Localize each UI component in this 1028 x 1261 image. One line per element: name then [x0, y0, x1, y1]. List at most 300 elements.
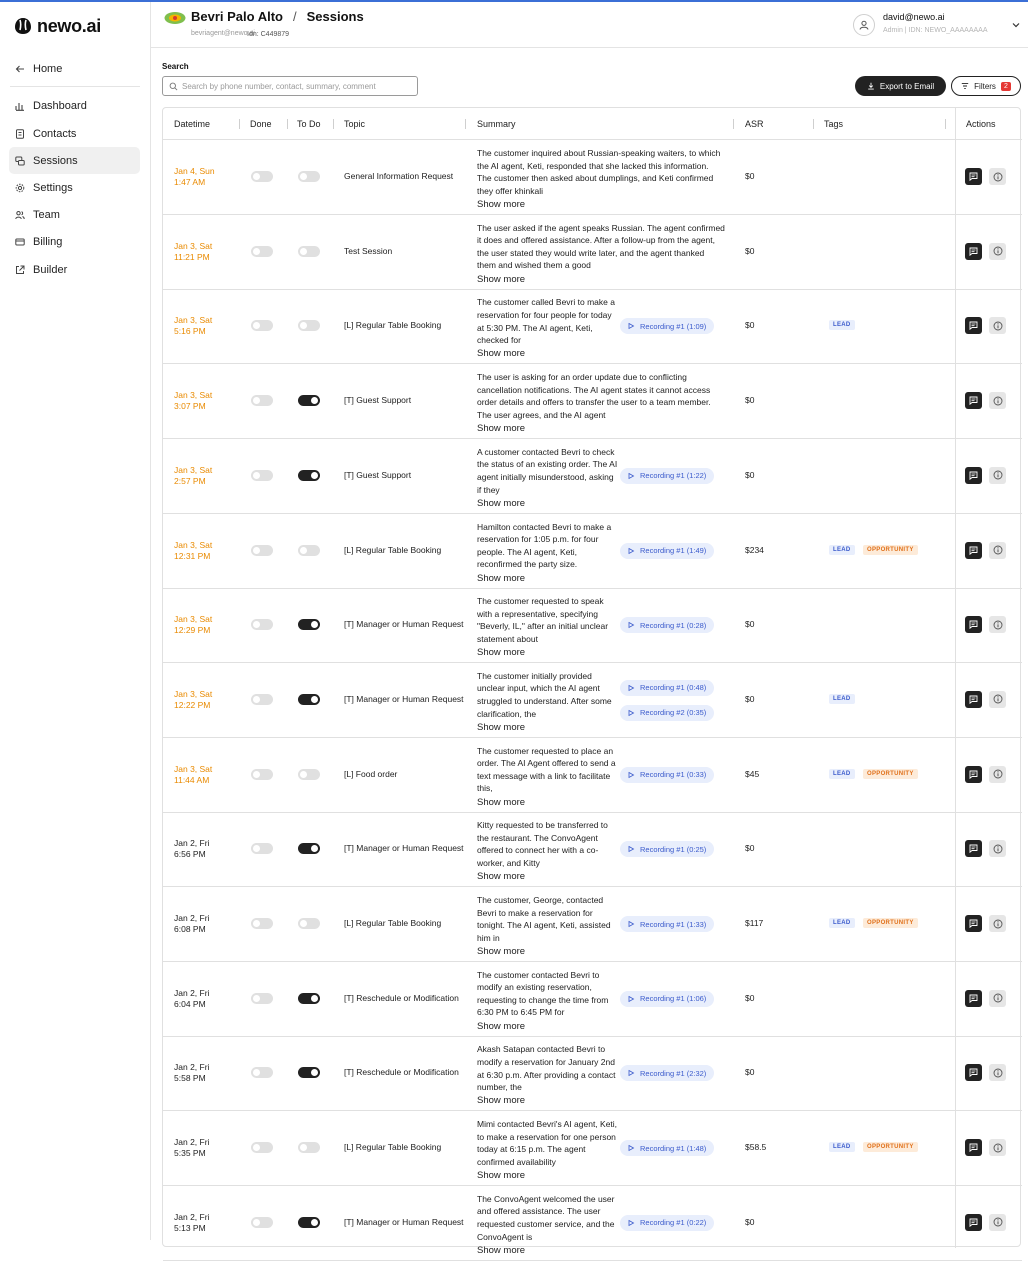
- show-more-link[interactable]: Show more: [477, 721, 526, 733]
- table-row[interactable]: [163, 663, 1022, 738]
- recording-label: Recording #1 (0:48): [640, 683, 707, 693]
- todo-toggle[interactable]: [298, 1217, 320, 1228]
- show-more-link[interactable]: Show more: [477, 1244, 526, 1256]
- table-row[interactable]: [163, 962, 1022, 1037]
- recording-label: Recording #1 (1:49): [640, 546, 707, 555]
- show-more-link[interactable]: Show more: [477, 348, 526, 360]
- table-row[interactable]: [163, 887, 1022, 962]
- brand-name: newo.ai: [37, 15, 101, 36]
- opportunity-tag: OPPORTUNITY: [863, 545, 918, 555]
- session-topic: [T] Manager or Human Request: [344, 1216, 464, 1227]
- session-datetime: [174, 390, 244, 412]
- column-header-topic[interactable]: Topic: [344, 119, 366, 129]
- session-asr: $117: [745, 918, 764, 928]
- table-row[interactable]: [163, 588, 1022, 663]
- info-icon: [993, 1143, 1003, 1153]
- message-icon: [969, 1143, 978, 1152]
- filters-count-badge: 2: [1001, 82, 1011, 91]
- session-summary: Hamilton contacted Bevri to make a reservation for 1:05 p.m. for four people. The AI agent, Keti, reconfirmed the party size.: [477, 521, 612, 570]
- session-info-button[interactable]: [989, 168, 1006, 185]
- play-icon: [628, 1070, 634, 1076]
- recording-label: Recording #1 (1:33): [640, 919, 707, 929]
- table-header: [163, 108, 1022, 140]
- session-topic: [L] Regular Table Booking: [344, 320, 442, 331]
- message-icon: [969, 172, 978, 181]
- session-topic: [L] Regular Table Booking: [344, 918, 442, 928]
- show-more-link[interactable]: Show more: [477, 1095, 526, 1107]
- done-toggle[interactable]: [251, 694, 273, 705]
- session-date: Jan 3, Sat: [174, 539, 213, 550]
- session-time: 6:04 PM: [174, 998, 206, 1009]
- recording-button[interactable]: [620, 680, 714, 696]
- open-transcript-button[interactable]: [965, 915, 982, 932]
- table-row[interactable]: [163, 289, 1022, 364]
- column-divider[interactable]: [465, 119, 466, 129]
- session-topic: [L] Regular Table Booking: [344, 1142, 442, 1153]
- sidebar-item-contacts[interactable]: [9, 120, 140, 147]
- sidebar-item-team[interactable]: [9, 201, 140, 228]
- session-topic: [T] Manager or Human Request: [344, 843, 464, 854]
- session-info-button[interactable]: [989, 691, 1006, 708]
- todo-toggle[interactable]: [298, 918, 320, 929]
- info-icon: [993, 993, 1003, 1003]
- open-transcript-button[interactable]: [965, 616, 982, 633]
- open-transcript-button[interactable]: [965, 1214, 982, 1231]
- session-summary: The user asked if the agent speaks Russian. The agent confirmed it does and offered assistance. After a follow-up from the agent, the user stated they would write later, and the agent thanked them and wished them a good: [477, 222, 725, 271]
- session-asr: $0: [745, 843, 755, 854]
- recording-button[interactable]: [620, 617, 714, 633]
- search-icon: [169, 82, 178, 91]
- session-summary: The customer inquired about Russian-speaking waiters, to which the AI agent, Keti, responded that she lacked this information. The customer then asked about dumplings, and Keti confirmed they offer khinkali: [477, 148, 721, 196]
- session-info-button[interactable]: [989, 542, 1006, 559]
- session-time: 12:29 PM: [174, 625, 211, 636]
- logo[interactable]: [14, 16, 101, 36]
- table-row[interactable]: [163, 514, 1022, 589]
- session-datetime: [174, 166, 244, 188]
- message-icon: [969, 919, 978, 928]
- message-icon: [969, 1218, 978, 1227]
- session-asr: $0: [745, 619, 755, 630]
- table-row[interactable]: [163, 812, 1022, 887]
- session-datetime: [174, 315, 244, 337]
- message-icon: [969, 546, 978, 555]
- recording-button[interactable]: [620, 841, 714, 857]
- lead-tag: LEAD: [829, 694, 855, 704]
- column-header-summary[interactable]: Summary: [477, 119, 516, 129]
- session-summary: Akash Satapan contacted Bevri to modify a reservation for January 2nd at 6:30 p.m. After providing a contact number, the: [477, 1044, 616, 1093]
- session-topic: [T] Manager or Human Request: [344, 693, 464, 704]
- session-time: 5:16 PM: [174, 326, 206, 337]
- play-icon: [628, 846, 634, 852]
- session-topic: [L] Regular Table Booking: [344, 544, 442, 555]
- filter-icon: [961, 82, 969, 90]
- column-divider[interactable]: [813, 119, 814, 129]
- open-transcript-button[interactable]: [965, 1064, 982, 1081]
- todo-toggle[interactable]: [298, 470, 320, 481]
- info-icon: [993, 620, 1003, 630]
- session-time: 12:31 PM: [174, 550, 211, 561]
- open-transcript-button[interactable]: [965, 392, 982, 409]
- table-row[interactable]: [163, 364, 1022, 439]
- open-transcript-button[interactable]: [965, 840, 982, 857]
- session-datetime: [174, 689, 244, 711]
- column-divider[interactable]: [945, 119, 946, 129]
- session-time: 5:58 PM: [174, 1073, 206, 1084]
- done-toggle[interactable]: [251, 1142, 273, 1153]
- open-transcript-button[interactable]: [965, 317, 982, 334]
- session-datetime: [174, 764, 244, 786]
- done-toggle[interactable]: [251, 320, 273, 331]
- message-icon: [969, 620, 978, 629]
- play-icon: [628, 323, 634, 329]
- session-info-button[interactable]: [989, 1064, 1006, 1081]
- show-more-link[interactable]: Show more: [477, 1020, 526, 1032]
- session-time: 11:44 AM: [174, 774, 210, 785]
- session-asr: $0: [745, 992, 755, 1003]
- session-info-button[interactable]: [989, 467, 1006, 484]
- play-icon: [628, 1220, 634, 1226]
- done-toggle[interactable]: [251, 1217, 273, 1228]
- session-datetime: [174, 540, 244, 562]
- show-more-link[interactable]: Show more: [477, 946, 526, 957]
- recording-button[interactable]: [620, 1215, 714, 1231]
- todo-toggle[interactable]: [298, 320, 320, 331]
- done-toggle[interactable]: [251, 545, 273, 556]
- column-header-done[interactable]: Done: [250, 119, 272, 129]
- session-date: Jan 3, Sat: [174, 614, 213, 625]
- column-divider[interactable]: [239, 119, 240, 129]
- todo-toggle[interactable]: [298, 619, 320, 630]
- show-more-link[interactable]: Show more: [477, 497, 526, 509]
- session-datetime: [174, 913, 244, 935]
- session-time: 1:47 AM: [174, 177, 206, 187]
- session-date: Jan 2, Fri: [174, 1211, 210, 1222]
- info-icon: [993, 1068, 1003, 1078]
- done-toggle[interactable]: [251, 470, 273, 481]
- session-date: Jan 2, Fri: [174, 1062, 210, 1073]
- gear-icon: [15, 183, 25, 193]
- play-icon: [628, 921, 634, 927]
- table-row[interactable]: [163, 1036, 1022, 1111]
- export-label: Export to Email: [879, 81, 935, 91]
- sessions-icon: [15, 156, 25, 166]
- breadcrumb-org[interactable]: Bevri Palo Alto: [191, 9, 283, 24]
- session-summary: The user is asking for an order update due to conflicting cancellation notifications. The AI agent states it cannot access order details and offers to transfer the user to a team member. The user agrees, and the AI agent: [477, 372, 711, 420]
- sidebar-item-billing[interactable]: [9, 228, 140, 255]
- download-icon: [867, 82, 875, 90]
- nav-home[interactable]: [9, 55, 140, 82]
- todo-toggle[interactable]: [298, 171, 320, 182]
- table-row[interactable]: [163, 215, 1022, 290]
- session-date: Jan 3, Sat: [174, 390, 213, 401]
- session-date: Jan 2, Fri: [174, 987, 210, 998]
- session-asr: $234: [745, 544, 764, 555]
- session-datetime: [174, 838, 244, 860]
- message-icon: [969, 471, 978, 480]
- recording-button[interactable]: [620, 767, 714, 783]
- play-icon: [628, 1145, 634, 1151]
- play-icon: [628, 622, 634, 628]
- table-row[interactable]: [163, 1111, 1022, 1186]
- recording-button[interactable]: [620, 916, 714, 932]
- sidebar-item-label: Settings: [33, 181, 73, 194]
- session-asr: $0: [745, 469, 755, 480]
- sessions-table: [162, 107, 1021, 1256]
- message-icon: [969, 844, 978, 853]
- sidebar-item-dashboard[interactable]: [9, 92, 140, 119]
- session-topic: [T] Guest Support: [344, 395, 412, 406]
- session-info-button[interactable]: [989, 243, 1006, 260]
- session-asr: $0: [745, 171, 755, 181]
- session-info-button[interactable]: [989, 1139, 1006, 1156]
- info-icon: [993, 919, 1003, 929]
- todo-toggle[interactable]: [298, 694, 320, 705]
- session-time: 12:22 PM: [174, 699, 211, 710]
- session-asr: $58.5: [745, 1142, 767, 1153]
- session-date: Jan 3, Sat: [174, 315, 213, 326]
- chevron-down-icon[interactable]: [1011, 17, 1021, 27]
- session-date: Jan 3, Sat: [174, 688, 213, 699]
- lead-tag: LEAD: [829, 545, 855, 555]
- play-icon: [628, 772, 634, 778]
- session-info-button[interactable]: [989, 616, 1006, 633]
- todo-toggle[interactable]: [298, 1142, 320, 1153]
- lead-tag: LEAD: [829, 769, 855, 779]
- show-more-link[interactable]: Show more: [477, 796, 526, 808]
- done-toggle[interactable]: [251, 619, 273, 630]
- session-summary: The customer requested to place an order. The AI Agent offered to send a text message with a link to facilitate this,: [477, 745, 616, 794]
- filters-button[interactable]: [951, 76, 1021, 96]
- session-time: 5:35 PM: [174, 1148, 206, 1159]
- session-info-button[interactable]: [989, 915, 1006, 932]
- session-info-button[interactable]: [989, 840, 1006, 857]
- filters-label: Filters: [974, 81, 996, 91]
- recording-button[interactable]: [620, 543, 714, 559]
- session-summary: Mimi contacted Bevri's AI agent, Keti, to make a reservation for one person today at 6:15 p.m. The agent confirmed availability: [477, 1119, 618, 1167]
- agent-email: bevriagent@newo.ai: [191, 30, 255, 37]
- done-toggle[interactable]: [251, 395, 273, 406]
- session-datetime: [174, 988, 244, 1010]
- play-icon: [628, 710, 634, 716]
- session-info-button[interactable]: [989, 766, 1006, 783]
- column-divider[interactable]: [287, 119, 288, 129]
- todo-toggle[interactable]: [298, 545, 320, 556]
- session-asr: $45: [745, 768, 760, 779]
- session-summary: The customer contacted Bevri to modify an existing reservation, requesting to change the time from 6:30 PM to 6:45 PM for: [477, 969, 609, 1018]
- search-label: Search: [162, 62, 189, 71]
- message-icon: [969, 1068, 978, 1077]
- show-more-link[interactable]: Show more: [477, 572, 526, 584]
- session-date: Jan 3, Sat: [174, 240, 213, 251]
- message-icon: [969, 695, 978, 704]
- column-header-todo[interactable]: To Do: [297, 119, 321, 129]
- session-info-button[interactable]: [989, 990, 1006, 1007]
- search-input[interactable]: [182, 82, 402, 91]
- done-toggle[interactable]: [251, 843, 273, 854]
- opportunity-tag: OPPORTUNITY: [863, 918, 918, 928]
- session-topic: [T] Reschedule or Modification: [344, 992, 459, 1003]
- open-transcript-button[interactable]: [965, 542, 982, 559]
- session-time: 6:56 PM: [174, 849, 206, 860]
- org-avatar-icon: [164, 11, 186, 25]
- breadcrumb-separator: /: [292, 9, 297, 24]
- dashboard-icon: [15, 101, 25, 111]
- arrow-left-icon: [15, 64, 25, 74]
- done-toggle[interactable]: [251, 1067, 273, 1078]
- lead-tag: LEAD: [829, 320, 855, 330]
- done-toggle[interactable]: [251, 918, 273, 929]
- recording-button[interactable]: [620, 1140, 714, 1156]
- recording-label: Recording #1 (0:25): [640, 844, 707, 854]
- breadcrumb: [191, 9, 364, 24]
- session-asr: $0: [745, 693, 755, 704]
- message-icon: [969, 321, 978, 330]
- session-summary: The ConvoAgent welcomed the user and offered assistance. The user requested customer service, and the ConvoAgent is: [477, 1193, 615, 1242]
- recording-button[interactable]: [620, 318, 714, 334]
- open-transcript-button[interactable]: [965, 990, 982, 1007]
- done-toggle[interactable]: [251, 769, 273, 780]
- session-summary: The customer requested to speak with a representative, specifying "Beverly, IL," after an initial unclear statement about: [477, 596, 609, 644]
- open-transcript-button[interactable]: [965, 243, 982, 260]
- nav-home-label: Home: [33, 62, 63, 75]
- todo-toggle[interactable]: [298, 246, 320, 257]
- done-toggle[interactable]: [251, 993, 273, 1004]
- session-date: Jan 2, Fri: [174, 913, 210, 923]
- open-transcript-button[interactable]: [965, 168, 982, 185]
- table-row[interactable]: [163, 1186, 1022, 1261]
- recording-label: Recording #1 (0:22): [640, 1218, 707, 1228]
- recording-label: Recording #1 (1:06): [640, 994, 707, 1004]
- info-icon: [993, 246, 1003, 256]
- recording-button[interactable]: [620, 991, 714, 1007]
- search-field[interactable]: [162, 76, 418, 96]
- session-date: Jan 2, Fri: [174, 1137, 210, 1148]
- session-date: Jan 4, Sun: [174, 166, 215, 176]
- info-icon: [993, 694, 1003, 704]
- done-toggle[interactable]: [251, 246, 273, 257]
- show-more-link[interactable]: Show more: [477, 647, 526, 659]
- session-asr: $0: [745, 1067, 755, 1078]
- recording-label: Recording #1 (0:33): [640, 770, 707, 780]
- show-more-link[interactable]: Show more: [477, 423, 526, 435]
- info-icon: [993, 470, 1003, 480]
- message-icon: [969, 396, 978, 405]
- todo-toggle[interactable]: [298, 1067, 320, 1078]
- sidebar-item-label: Team: [33, 208, 60, 221]
- play-icon: [628, 473, 634, 479]
- session-topic: [T] Reschedule or Modification: [344, 1067, 459, 1078]
- session-datetime: [174, 1062, 244, 1084]
- billing-icon: [15, 237, 25, 247]
- sidebar-divider: [10, 86, 140, 87]
- export-to-email-button[interactable]: [855, 76, 946, 96]
- open-transcript-button[interactable]: [965, 1139, 982, 1156]
- sidebar-item-sessions[interactable]: [9, 147, 140, 174]
- todo-toggle[interactable]: [298, 843, 320, 854]
- column-divider[interactable]: [733, 119, 734, 129]
- recording-button[interactable]: [620, 705, 714, 721]
- table-row[interactable]: [163, 140, 1022, 215]
- session-info-button[interactable]: [989, 317, 1006, 334]
- page-header: [151, 2, 1028, 48]
- column-header-asr[interactable]: ASR: [745, 119, 764, 129]
- session-summary: The customer called Bevri to make a reservation for four people for today at 5:30 PM. The AI agent, Keti, checked for: [477, 297, 615, 346]
- sidebar-item-settings[interactable]: [9, 174, 140, 201]
- done-toggle[interactable]: [251, 171, 273, 182]
- recording-button[interactable]: [620, 468, 714, 484]
- todo-toggle[interactable]: [298, 769, 320, 780]
- session-time: 3:07 PM: [174, 401, 206, 412]
- newo-logo-icon: [14, 17, 32, 35]
- todo-toggle[interactable]: [298, 395, 320, 406]
- recording-label: Recording #1 (1:09): [640, 321, 707, 331]
- message-icon: [969, 770, 978, 779]
- column-header-tags[interactable]: Tags: [824, 119, 844, 129]
- table-row[interactable]: [163, 738, 1022, 813]
- recording-label: Recording #1 (0:28): [640, 620, 707, 630]
- session-datetime: [174, 1212, 244, 1234]
- session-topic: [T] Manager or Human Request: [344, 619, 464, 630]
- session-asr: $0: [745, 320, 755, 331]
- session-asr: $0: [745, 395, 755, 406]
- session-datetime: [174, 1137, 244, 1159]
- show-more-link[interactable]: Show more: [477, 871, 526, 883]
- contacts-icon: [15, 129, 25, 139]
- show-more-link[interactable]: Show more: [477, 199, 526, 210]
- session-summary: The customer initially provided unclear input, which the AI agent struggled to understand. After some clarification, the: [477, 670, 612, 719]
- session-date: Jan 3, Sat: [174, 763, 213, 774]
- sidebar-item-label: Billing: [33, 235, 63, 248]
- user-role: Admin | IDN: NEWO_AAAAAAAA: [883, 27, 988, 34]
- session-info-button[interactable]: [989, 392, 1006, 409]
- open-transcript-button[interactable]: [965, 766, 982, 783]
- info-icon: [993, 769, 1003, 779]
- open-transcript-button[interactable]: [965, 691, 982, 708]
- column-header-datetime[interactable]: Datetime: [174, 119, 211, 129]
- show-more-link[interactable]: Show more: [477, 1170, 526, 1182]
- play-icon: [628, 685, 634, 691]
- sidebar-item-builder[interactable]: [9, 256, 140, 283]
- column-divider[interactable]: [333, 119, 334, 129]
- session-datetime: [174, 614, 244, 636]
- session-summary: The customer, George, contacted Bevri to make a reservation for tonight. The AI agent, Keti, assisted him in: [477, 895, 611, 943]
- open-transcript-button[interactable]: [965, 467, 982, 484]
- sidebar: [0, 2, 151, 1240]
- recording-label: Recording #1 (2:32): [640, 1068, 707, 1078]
- sidebar-item-label: Dashboard: [33, 99, 87, 112]
- todo-toggle[interactable]: [298, 993, 320, 1004]
- show-more-link[interactable]: Show more: [477, 273, 526, 285]
- user-email[interactable]: david@newo.ai: [883, 12, 945, 22]
- session-info-button[interactable]: [989, 1214, 1006, 1231]
- session-asr: $0: [745, 245, 755, 256]
- recording-label: Recording #1 (1:48): [640, 1143, 707, 1153]
- info-icon: [993, 1217, 1003, 1227]
- session-summary: A customer contacted Bevri to check the status of an existing order. The AI agent initially misunderstood, asking if they: [477, 446, 618, 495]
- sidebar-item-label: Sessions: [33, 154, 78, 167]
- session-date: Jan 2, Fri: [174, 838, 210, 849]
- table-row[interactable]: [163, 439, 1022, 514]
- opportunity-tag: OPPORTUNITY: [863, 1142, 918, 1152]
- external-link-icon: [15, 265, 25, 275]
- recording-button[interactable]: [620, 1065, 714, 1081]
- opportunity-tag: OPPORTUNITY: [863, 769, 918, 779]
- page-title: Sessions: [306, 9, 364, 24]
- user-avatar-icon[interactable]: [853, 14, 875, 36]
- play-icon: [628, 996, 634, 1002]
- session-topic: [L] Food order: [344, 768, 398, 779]
- session-summary: Kitty requested to be transferred to the restaurant. The ConvoAgent offered to connect her with a co-worker, and Kitty: [477, 820, 608, 869]
